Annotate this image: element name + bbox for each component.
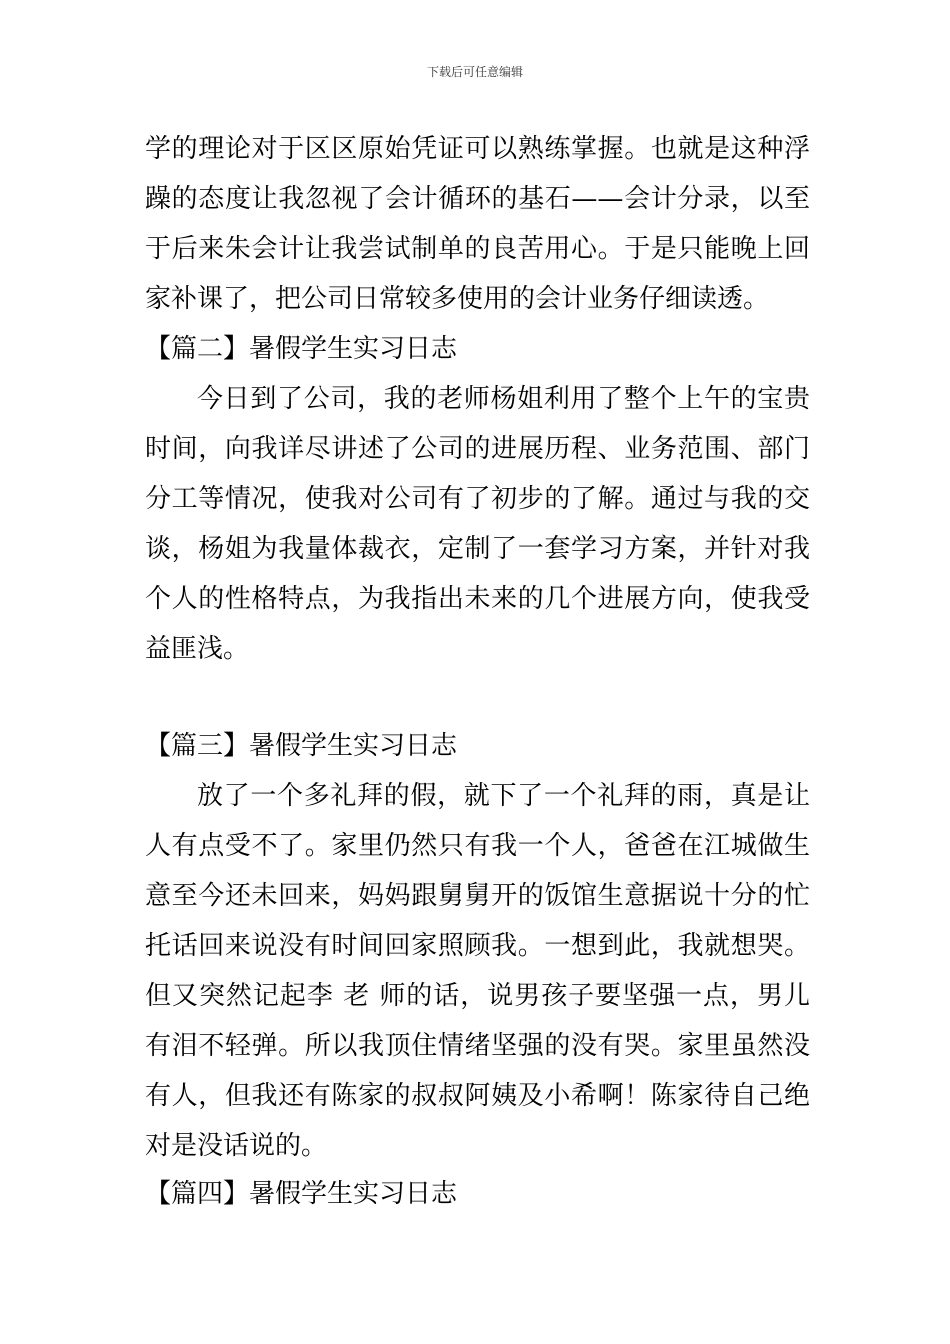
page-header: 下载后可任意编辑 [426, 65, 523, 79]
paragraph-line: 时间，向我详尽讲述了公司的进展历程、业务范围、部门 [145, 434, 810, 464]
section-heading-3: 【篇三】暑假学生实习日志 [145, 731, 458, 761]
paragraph-line: 有人，但我还有陈家的叔叔阿姨及小希啊！陈家待自己绝 [145, 1081, 810, 1111]
paragraph-line: 放了一个多礼拜的假，就下了一个礼拜的雨，真是让 [197, 781, 810, 811]
paragraph-line: 人有点受不了。家里仍然只有我一个人，爸爸在江城做生 [145, 831, 810, 861]
paragraph-line: 益匪浅。 [145, 634, 250, 664]
paragraph-line: 个人的性格特点，为我指出未来的几个进展方向，使我受 [145, 584, 810, 614]
paragraph-line: 但又突然记起李 老 师的话，说男孩子要坚强一点，男儿 [145, 981, 810, 1011]
section-heading-4: 【篇四】暑假学生实习日志 [145, 1179, 458, 1209]
paragraph-line: 学的理论对于区区原始凭证可以熟练掌握。也就是这种浮 [145, 134, 810, 164]
paragraph-line: 有泪不轻弹。所以我顶住情绪坚强的没有哭。家里虽然没 [145, 1031, 810, 1061]
paragraph-line: 意至今还未回来，妈妈跟舅舅开的饭馆生意据说十分的忙 [145, 881, 810, 911]
paragraph-line: 家补课了，把公司日常较多使用的会计业务仔细读透。 [145, 284, 770, 314]
paragraph-line: 于后来朱会计让我尝试制单的良苦用心。于是只能晚上回 [145, 234, 810, 264]
paragraph-line: 托话回来说没有时间回家照顾我。一想到此，我就想哭。 [145, 931, 810, 961]
section-heading-2: 【篇二】暑假学生实习日志 [145, 334, 458, 364]
paragraph-line: 今日到了公司，我的老师杨姐利用了整个上午的宝贵 [197, 384, 810, 414]
paragraph-line: 谈，杨姐为我量体裁衣，定制了一套学习方案，并针对我 [145, 534, 810, 564]
paragraph-line: 对是没话说的。 [145, 1131, 328, 1161]
paragraph-line: 躁的态度让我忽视了会计循环的基石——会计分录，以至 [145, 184, 810, 214]
paragraph-line: 分工等情况，使我对公司有了初步的了解。通过与我的交 [145, 484, 810, 514]
